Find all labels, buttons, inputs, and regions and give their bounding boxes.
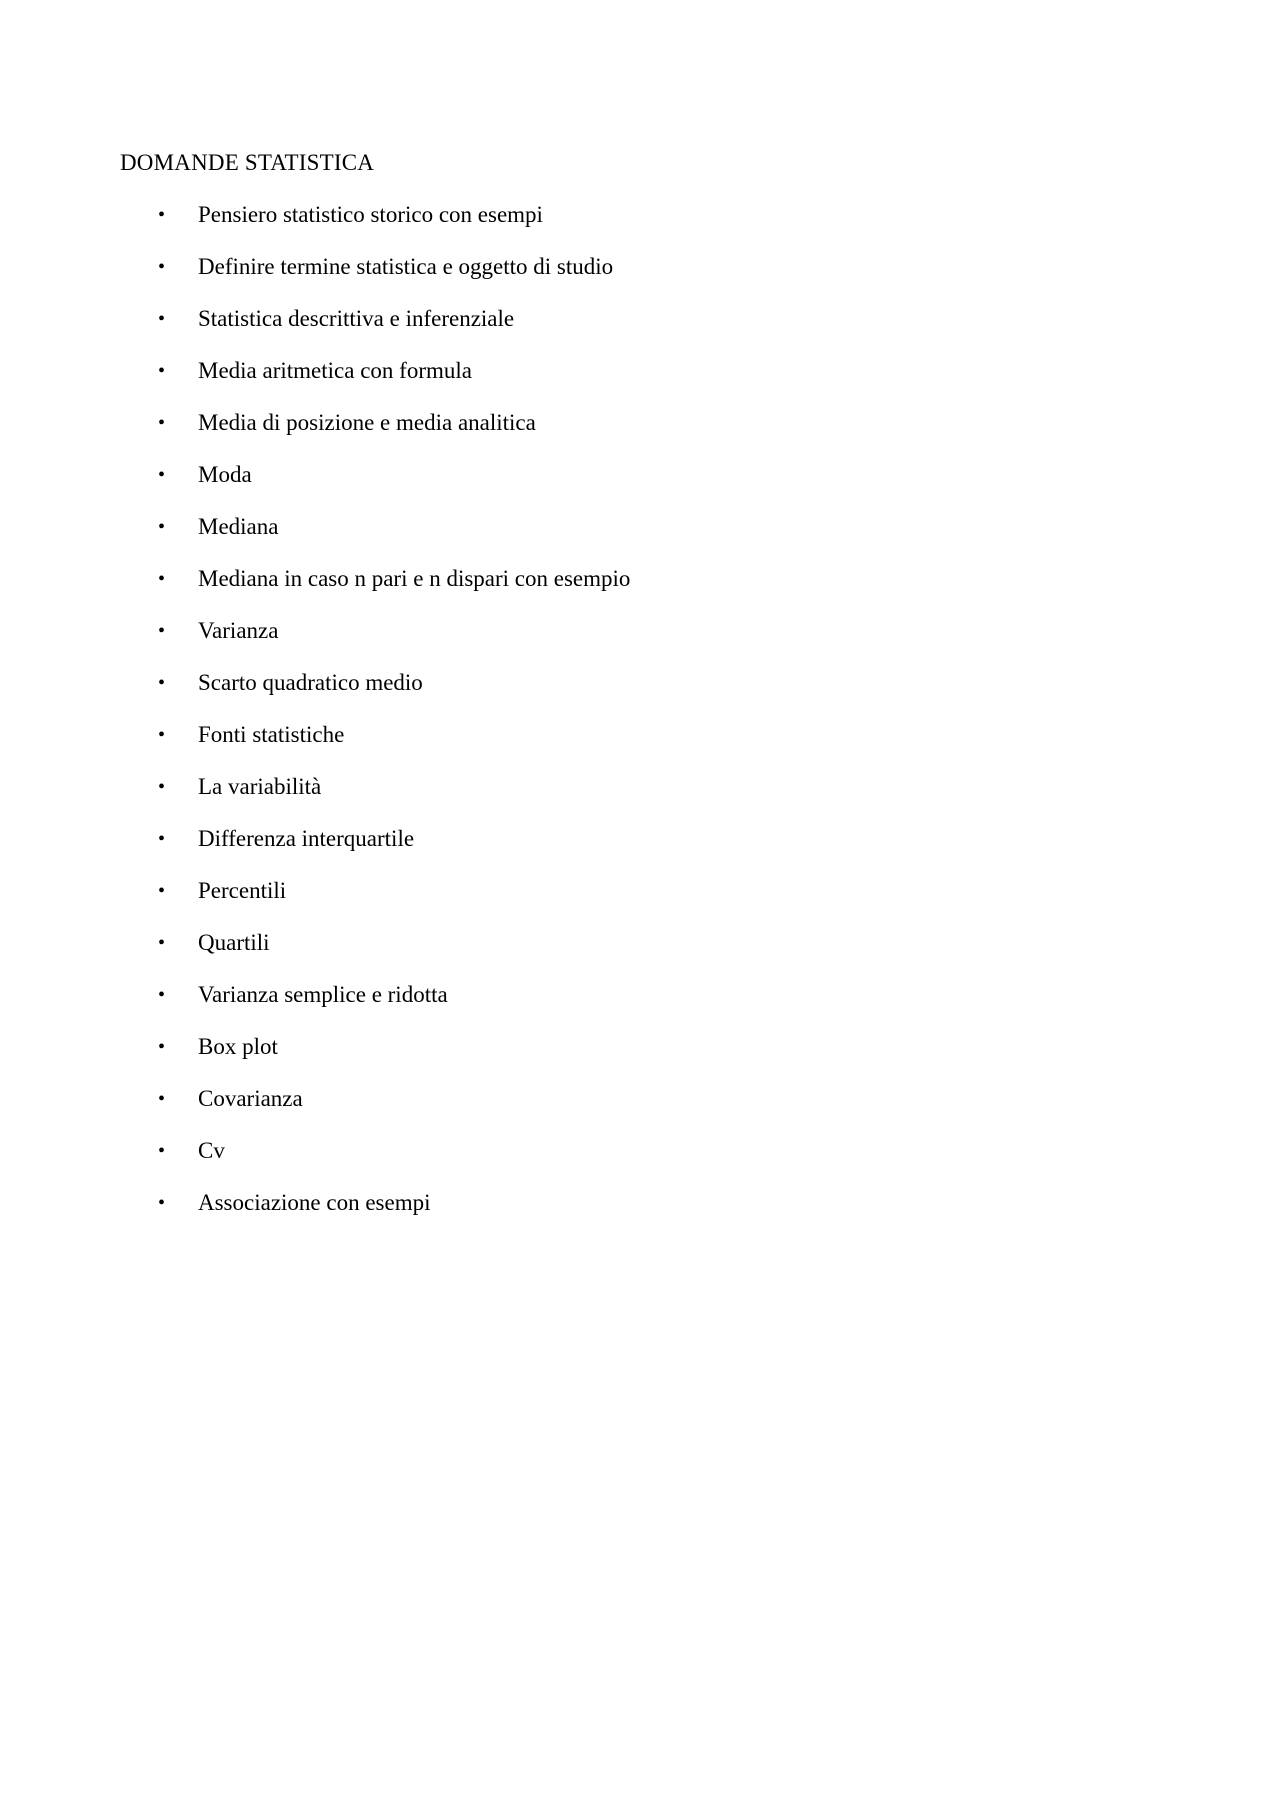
bullet-icon: • (158, 724, 166, 746)
list-item (0, 876, 900, 928)
bullet-icon: • (158, 360, 166, 382)
list-item-text: Associazione con esempi (198, 1190, 431, 1215)
bullet-icon: • (158, 256, 166, 278)
list-item (0, 720, 900, 772)
list-item (0, 512, 900, 564)
bullet-icon: • (158, 984, 166, 1006)
list-item (0, 200, 900, 252)
bullet-icon: • (158, 1036, 166, 1058)
list-item (0, 980, 900, 1032)
bullet-icon: • (158, 828, 166, 850)
list-item-text: Percentili (198, 878, 287, 903)
list-item-text: La variabilità (198, 774, 322, 799)
list-item (0, 1188, 900, 1240)
list-item-text: Mediana (198, 514, 279, 539)
bullet-icon: • (158, 1140, 166, 1162)
bullet-icon: • (158, 568, 166, 590)
list-item-text: Pensiero statistico storico con esempi (198, 202, 543, 227)
list-item-text: Differenza interquartile (198, 826, 415, 851)
list-item (0, 1032, 900, 1084)
list-item-text: Moda (198, 462, 252, 487)
list-item (0, 928, 900, 980)
list-item-text: Fonti statistiche (198, 722, 345, 747)
list-item-text: Media aritmetica con formula (198, 358, 472, 383)
bullet-icon: • (158, 412, 166, 434)
list-item-text: Scarto quadratico medio (198, 670, 423, 695)
list-item-text: Box plot (198, 1034, 278, 1059)
bullet-icon: • (158, 516, 166, 538)
list-item-text: Definire termine statistica e oggetto di studio (198, 254, 614, 279)
list-item (0, 1084, 900, 1136)
list-item (0, 1136, 900, 1188)
bullet-icon: • (158, 464, 166, 486)
list-item-text: Varianza (198, 618, 279, 643)
bullet-icon: • (158, 308, 166, 330)
list-item (0, 564, 900, 616)
bullet-icon: • (158, 620, 166, 642)
bullet-icon: • (158, 1192, 166, 1214)
list-item (0, 252, 900, 304)
list-item (0, 356, 900, 408)
list-item (0, 460, 900, 512)
list-item-text: Covarianza (198, 1086, 303, 1111)
list-item (0, 668, 900, 720)
bullet-icon: • (158, 880, 166, 902)
bullet-icon: • (158, 204, 166, 226)
bullet-icon: • (158, 932, 166, 954)
document-title: DOMANDE STATISTICA (120, 150, 375, 175)
list-item-text: Media di posizione e media analitica (198, 410, 536, 435)
list-item-text: Varianza semplice e ridotta (198, 982, 448, 1007)
list-item-text: Mediana in caso n pari e n dispari con esempio (198, 566, 631, 591)
list-item-text: Cv (198, 1138, 225, 1163)
list-item-text: Statistica descrittiva e inferenziale (198, 306, 515, 331)
bullet-icon: • (158, 1088, 166, 1110)
bullet-icon: • (158, 672, 166, 694)
list-item (0, 304, 900, 356)
list-item (0, 772, 900, 824)
question-list (0, 200, 900, 1240)
list-item (0, 824, 900, 876)
list-item-text: Quartili (198, 930, 270, 955)
list-item (0, 408, 900, 460)
bullet-icon: • (158, 776, 166, 798)
list-item (0, 616, 900, 668)
